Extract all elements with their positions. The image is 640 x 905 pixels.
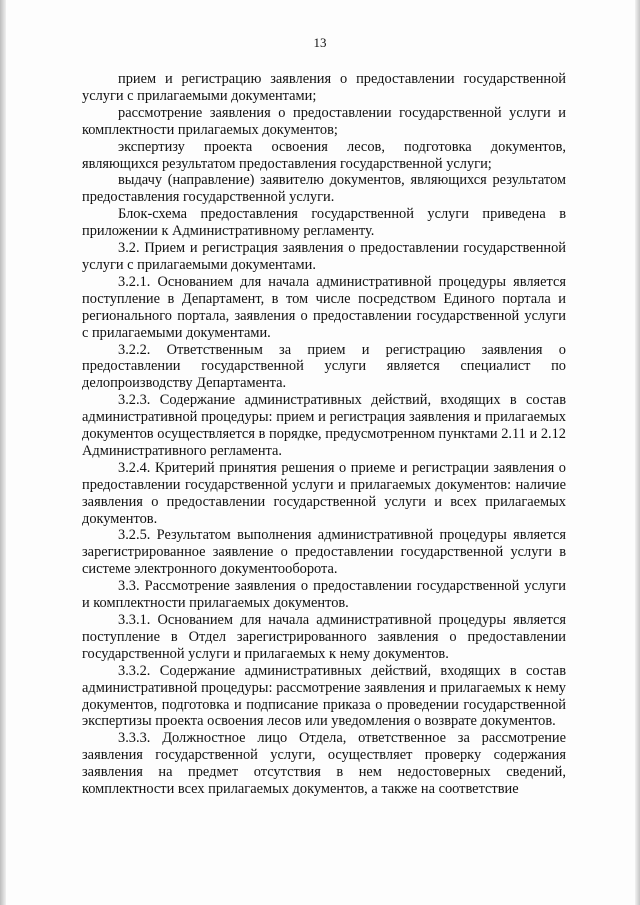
scan-edge-left [0, 0, 6, 905]
paragraph-list-item-review: рассмотрение заявления о предоставлении государственной услуги и комплектности прилагаемых документов; [82, 104, 566, 138]
section-heading-3-3: 3.3. Рассмотрение заявления о предоставлении государственной услуги и комплектности прилагаемых документов. [82, 578, 566, 612]
paragraph-3-3-1: 3.3.1. Основанием для начала административной процедуры является поступление в Отдел зарегистрированного заявления о предоставлении государственной услуги и прилагаемых к нему документов. [82, 612, 566, 662]
paragraph-list-item-expertise: экспертизу проекта освоения лесов, подготовка документов, являющихся результатом предоставления государственной услуги; [82, 138, 566, 172]
paragraph-flowchart-note: Блок-схема предоставления государственной услуги приведена в приложении к Административному регламенту. [82, 206, 566, 240]
scan-edge-right [635, 0, 640, 905]
paragraph-3-2-3: 3.2.3. Содержание административных действий, входящих в состав административной процедуры: прием и регистрация заявления и прилагаемых документов осуществляется в порядке, предусмотренном пунктами 2.11 и 2.12 Административного регламента. [82, 392, 566, 459]
paragraph-3-3-2: 3.3.2. Содержание административных действий, входящих в состав административной процедуры: рассмотрение заявления и прилагаемых к нему документов, подготовка и подписание приказа о проведении государственной экспертизы проекта освоения лесов или уведомления о возврате документов. [82, 662, 566, 730]
paragraph-3-2-2: 3.2.2. Ответственным за прием и регистрацию заявления о предоставлении государственной услуги является специалист по делопроизводству Департамента. [82, 341, 566, 392]
paragraph-list-item-issuance: выдачу (направление) заявителю документов, являющихся результатом предоставления государственной услуги. [82, 172, 566, 206]
paragraph-3-2-1: 3.2.1. Основанием для начала административной процедуры является поступление в Департамент, в том числе посредством Единого портала и регионального портала, заявления о предоставлении государственной услуги с прилагаемыми документами. [82, 273, 566, 341]
page-number: 13 [313, 35, 327, 50]
paragraph-list-item-reception: прием и регистрацию заявления о предоставлении государственной услуги с прилагаемыми документами; [82, 71, 566, 104]
paragraph-3-2-5: 3.2.5. Результатом выполнения административной процедуры является зарегистрированное заявление о предоставлении государственной услуги в системе электронного документооборота. [82, 527, 566, 578]
paragraph-3-3-3: 3.3.3. Должностное лицо Отдела, ответственное за рассмотрение заявления государственной услуги, осуществляет проверку содержания заявления на предмет отсутствия в нем недостоверных сведений, комплектности всех прилагаемых документов, а также на соответствие [82, 730, 566, 798]
document-body [82, 71, 566, 798]
section-heading-3-2: 3.2. Прием и регистрация заявления о предоставлении государственной услуги с прилагаемыми документами. [82, 240, 566, 273]
paragraph-3-2-4: 3.2.4. Критерий принятия решения о приеме и регистрации заявления о предоставлении государственной услуги и прилагаемых документов: наличие заявления о предоставлении государственной услуги и всех прилагаемых документов. [82, 459, 566, 527]
